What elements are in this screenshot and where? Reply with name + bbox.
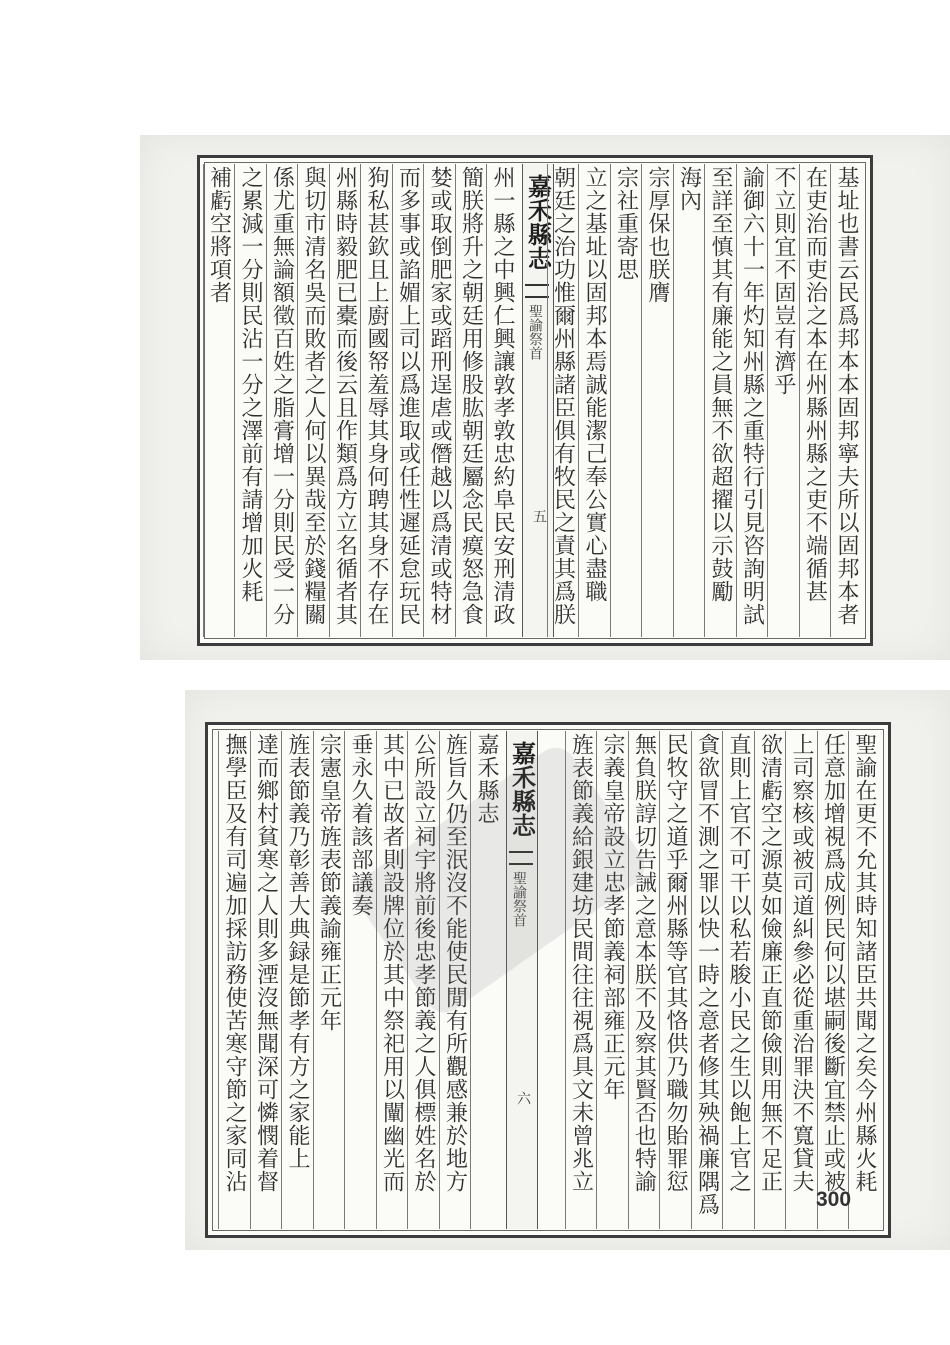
bottom-page-text-column: 聖諭在更不允其時知諸臣共聞之矣今州縣火耗: [852, 733, 877, 1193]
bottom-page-text-column: 達而鄉村貧寒之人則多湮沒無聞深可憐憫着督: [253, 733, 279, 1193]
top-page-text-column: 簡朕將升之朝廷用修股肱朝廷屬念民瘼怒急食: [458, 166, 484, 626]
top-page-text-column: 宗社重寄思: [613, 166, 639, 281]
top-page-text-column: 基址也書云民爲邦本本固邦寧夫所以固邦本者: [834, 166, 859, 626]
bottom-page-text-column: 垂永久着該部議奏: [348, 733, 373, 917]
top-page-text-column: 在吏治而吏治之本在州縣州縣之吏不端循甚: [802, 166, 828, 603]
bottom-page-text-column: 民牧守之道乎爾州縣等官其恪供乃職勿貽罪愆: [663, 733, 688, 1193]
column-rule: [767, 164, 768, 637]
column-rule: [754, 731, 755, 1229]
column-rule: [578, 164, 579, 637]
bottom-fold-page-number: 六: [515, 1091, 531, 1105]
top-page-text-column: 諭御六十一年灼知州縣之重特行引見咨詢明試: [739, 166, 765, 626]
bottom-page-text-column: 其中已故者則設牌位於其中祭祀用以闡幽光而: [379, 733, 405, 1193]
column-rule: [407, 731, 408, 1229]
column-rule: [628, 731, 629, 1229]
top-fold-fishtail-mark: [525, 284, 549, 298]
bottom-page-text-column: 任意加增視爲成例民何以堪嗣後斷宜禁止或被: [820, 733, 846, 1193]
column-rule: [203, 164, 204, 637]
column-rule: [722, 731, 723, 1229]
bottom-fold-subtitle: 聖諭祭首: [511, 871, 527, 927]
column-rule: [486, 164, 487, 637]
column-rule: [673, 164, 674, 637]
top-page-text-column: 婪或取倒肥家或蹈刑逞虐或僭越以爲清或特材: [427, 166, 452, 626]
column-rule: [344, 731, 345, 1229]
bottom-page-text-column: 旌旨久仍至泯沒不能使民閒有所觀感兼於地方: [442, 733, 468, 1193]
top-page-text-column: 補虧空將項者: [206, 166, 232, 304]
top-page-text-column: 而多事或諂媚上司以爲進取或任性遲延怠玩民: [395, 166, 421, 626]
column-rule: [250, 731, 251, 1229]
bottom-page-text-column: 撫學臣及有司遍加採訪務使苦寒守節之家同沾: [222, 733, 247, 1193]
top-fold-title: 嘉禾縣志: [523, 174, 553, 270]
top-page-text-column: 立之基址以固邦本焉誠能潔己奉公實心盡職: [582, 166, 607, 603]
bottom-page-text-column: 宗義皇帝設立忠孝節義祠部雍正元年: [600, 733, 625, 1101]
top-fold-subtitle: 聖諭祭首: [527, 304, 543, 360]
column-rule: [799, 164, 800, 637]
top-page-text-column: 係尤重無論額徵百姓之脂膏增一分則民受一分: [269, 166, 295, 626]
bottom-page-text-column: 公所設立祠宇將前後忠孝節義之人俱標姓名於: [411, 733, 436, 1193]
bottom-fold-title: 嘉禾縣志: [507, 741, 537, 837]
column-rule: [281, 731, 282, 1229]
column-rule: [785, 731, 786, 1229]
column-rule: [641, 164, 642, 637]
column-rule: [423, 164, 424, 637]
bottom-page-text-column: 貪欲冒不測之罪以快一時之意者修其殃禍廉隅爲: [694, 733, 720, 1216]
column-rule: [392, 164, 393, 637]
bottom-page-text-column: 上司察核或被司道糾參必從重治罪決不寬貸夫: [789, 733, 814, 1193]
column-rule: [234, 164, 235, 637]
top-page-text-column: 州一縣之中興仁興讓敦孝敦忠約阜民安刑清政: [490, 166, 515, 626]
bottom-page-text-column: 宗憲皇帝旌表節義諭雍正元年: [316, 733, 342, 1032]
bottom-page-text-column: 旌表節義給銀建坊民間往往視爲具文未曾兆立: [568, 733, 594, 1193]
top-page-text-column: 朝廷之治功惟爾州縣諸臣俱有牧民之責其爲朕: [550, 166, 576, 626]
column-rule: [313, 731, 314, 1229]
top-page-text-column: 宗厚保也朕膺: [645, 166, 670, 304]
column-rule: [547, 164, 548, 637]
column-rule: [266, 164, 267, 637]
column-rule: [360, 164, 361, 637]
column-rule: [610, 164, 611, 637]
bottom-page-text-column: 直則上官不可干以私若脧小民之生以飽上官之: [726, 733, 751, 1193]
top-page-text-column: 狗私甚欽且上廚國帑羞辱其身何聘其身不存在: [364, 166, 389, 626]
column-rule: [297, 164, 298, 637]
bottom-page-text-column: 旌表節義乃彰善大典録是節孝有方之家能上: [285, 733, 310, 1170]
column-rule: [736, 164, 737, 637]
column-rule: [659, 731, 660, 1229]
column-rule: [704, 164, 705, 637]
column-rule: [817, 731, 818, 1229]
top-document-page: [197, 155, 873, 646]
column-rule: [830, 164, 831, 637]
bottom-page-text-column: 無負朕諄切告誡之意本朕不及察其賢否也特諭: [631, 733, 657, 1193]
column-rule: [691, 731, 692, 1229]
column-rule: [455, 164, 456, 637]
top-fold-page-number: 五: [531, 509, 547, 523]
column-rule: [848, 731, 849, 1229]
top-page-text-column: 與切市清名吳而敗者之人何以異哉至於錢糧關: [301, 166, 326, 626]
column-rule: [218, 731, 219, 1229]
top-page-text-column: 之累減一分則民沾一分之澤前有請增加火耗: [238, 166, 263, 603]
top-page-text-column: 至詳至慎其有廉能之員無不欲超擢以示鼓勵: [708, 166, 733, 603]
top-page-text-column: 不立則宜不固豈有濟乎: [771, 166, 796, 396]
top-page-text-column: 海內: [676, 166, 702, 212]
page-number: 300: [816, 1188, 852, 1211]
bottom-page-text-column: 嘉禾縣志: [474, 733, 499, 825]
bottom-page-text-column: 欲清虧空之源莫如儉廉正直節儉則用無不足正: [757, 733, 783, 1193]
column-rule: [329, 164, 330, 637]
top-page-text-column: 州縣時毅肥已橐而後云且作類爲方立名循者其: [332, 166, 358, 626]
column-rule: [376, 731, 377, 1229]
